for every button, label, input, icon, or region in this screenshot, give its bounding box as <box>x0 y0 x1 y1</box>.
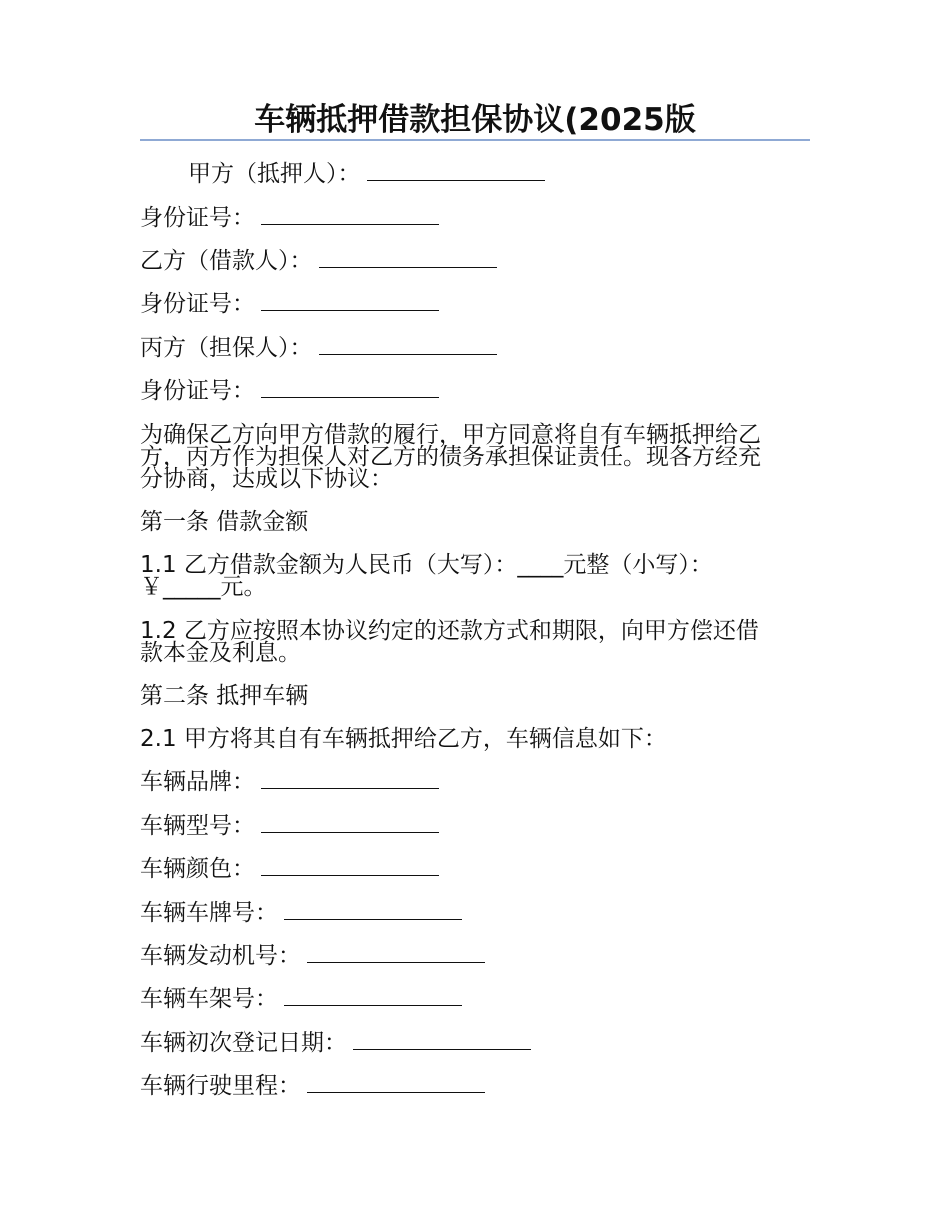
vehicle-model-blank <box>261 812 439 833</box>
vehicle-frame-blank <box>284 985 462 1006</box>
article-2-heading: 第二条 抵押车辆 <box>140 683 309 709</box>
party-b-id-blank <box>261 290 439 311</box>
document-title: 车辆抵押借款担保协议(2025版 <box>254 102 696 138</box>
clause-1-1-line-1: 1.1 乙方借款金额为人民币（大写）：____元整（小写）： <box>140 552 713 578</box>
party-c-id-line <box>140 377 439 405</box>
vehicle-brand-blank <box>261 768 439 789</box>
vehicle-model-label: 车辆型号： <box>140 813 255 839</box>
party-b-id-label: 身份证号： <box>140 291 255 317</box>
party-a-label: 甲方（抵押人）： <box>188 161 361 187</box>
vehicle-engine-blank <box>307 942 485 963</box>
party-a-id-label: 身份证号： <box>140 205 255 231</box>
clause-1-1-line-2: ￥_____元。 <box>140 574 267 600</box>
vehicle-registration-blank <box>353 1029 531 1050</box>
party-b-blank <box>319 247 497 268</box>
vehicle-frame-line <box>140 985 462 1013</box>
vehicle-color-label: 车辆颜色： <box>140 856 255 882</box>
preamble-line-1: 为确保乙方向甲方借款的履行，甲方同意将自有车辆抵押给乙 <box>140 422 761 448</box>
preamble-line-3: 分协商，达成以下协议： <box>140 466 393 492</box>
title-underline <box>140 139 810 141</box>
vehicle-mileage-blank <box>307 1072 485 1093</box>
party-c-line <box>140 334 497 362</box>
party-b-line <box>140 247 497 275</box>
vehicle-model-line <box>140 812 439 840</box>
clause-1-2-line-1: 1.2 乙方应按照本协议约定的还款方式和期限，向甲方偿还借 <box>140 618 759 644</box>
vehicle-mileage-label: 车辆行驶里程： <box>140 1073 301 1099</box>
vehicle-brand-label: 车辆品牌： <box>140 769 255 795</box>
vehicle-plate-blank <box>284 899 462 920</box>
clause-2-1: 2.1 甲方将其自有车辆抵押给乙方，车辆信息如下： <box>140 726 667 752</box>
clause-1-1 <box>140 554 810 598</box>
vehicle-plate-line <box>140 899 462 927</box>
vehicle-color-blank <box>261 855 439 876</box>
vehicle-frame-label: 车辆车架号： <box>140 986 278 1012</box>
party-c-blank <box>319 334 497 355</box>
party-a-line <box>188 160 545 188</box>
vehicle-plate-label: 车辆车牌号： <box>140 900 278 926</box>
vehicle-color-line <box>140 855 439 883</box>
party-c-id-blank <box>261 377 439 398</box>
party-b-label: 乙方（借款人）： <box>140 248 313 274</box>
vehicle-engine-label: 车辆发动机号： <box>140 943 301 969</box>
party-c-id-label: 身份证号： <box>140 378 255 404</box>
article-1-heading: 第一条 借款金额 <box>140 509 309 535</box>
party-c-label: 丙方（担保人）： <box>140 335 313 361</box>
preamble-line-2: 方，丙方作为担保人对乙方的债务承担保证责任。现各方经充 <box>140 444 761 470</box>
party-a-id-line <box>140 204 439 232</box>
vehicle-registration-line <box>140 1029 531 1057</box>
vehicle-brand-line <box>140 768 439 796</box>
clause-1-2-line-2: 款本金及利息。 <box>140 640 301 666</box>
vehicle-mileage-line <box>140 1072 485 1100</box>
party-a-blank <box>367 160 545 181</box>
party-a-id-blank <box>261 204 439 225</box>
vehicle-engine-line <box>140 942 485 970</box>
party-b-id-line <box>140 290 439 318</box>
vehicle-registration-label: 车辆初次登记日期： <box>140 1030 347 1056</box>
preamble-paragraph <box>140 424 810 490</box>
clause-1-2 <box>140 620 810 664</box>
